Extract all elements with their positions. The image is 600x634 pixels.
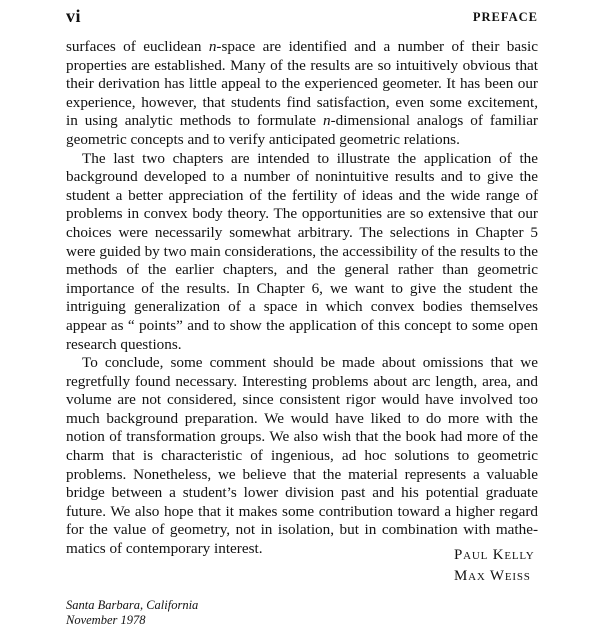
author-signatures (454, 545, 535, 587)
page-header (66, 6, 538, 28)
paragraph-2: The last two chapters are intended to illustrate the application of the background developed to a number of nonintuitive results and to give the student a better appreciation of the fertility of ideas and the wide range of problems in convex body theory. The opportunities are so extensive that our choices were necessarily somewhat arbitrary. The selections in Chapter 5 were guided by two main considerations, the accessibility of the results to the methods of the earlier chapters, and the general rather than geometric importance of the results. In Chapter 6, we want to give the student the intriguing generalization of a space in which convex bodies themselves appear as “ points” and to show the application of this concept to some open research questions. (66, 149, 538, 353)
math-variable: n (208, 38, 217, 55)
math-variable: n (323, 112, 331, 130)
text-segment: -dimensional analogs of familiar geometric concepts and to verify anticipated geometric relations. (66, 112, 538, 148)
preface-body (66, 38, 538, 559)
text-segment: -space are identified and a number of their basic properties are established. Many of the results are so intuitively obvious that their derivation has little appeal to the experienced geometer. It has been our experience, however, that students find satisfaction, even some excitement, in using analytic methods to formulate (66, 38, 538, 130)
paragraph-1 (66, 38, 538, 150)
place-line: Santa Barbara, California (66, 598, 199, 612)
author-name: Paul Kelly (454, 547, 535, 563)
date-line: November 1978 (66, 613, 146, 627)
running-head: PREFACE (472, 10, 538, 24)
page-number: vi (66, 6, 82, 26)
text-segment: surfaces of euclidean (66, 38, 209, 55)
place-and-date (66, 598, 198, 628)
paragraph-3: To conclude, some comment should be made about omissions that we regretfully found necessary. Interesting problems about arc length, area, and volume are not considered, since consistent rigor would have involved too much background preparation. We would have liked to do more with the notion of transformation groups. We also wish that the book had more of the charm that is characteristic of ingenious, ad hoc solutions to geometric problems. Nonetheless, we believe that the material represents a valuable bridge between a student’s lower division past and his potential graduate future. We also hope that it makes some contribution toward a higher regard for the value of geometry, not in isolation, but in combination with mathe-matics of contemporary interest. (66, 354, 538, 558)
author-name: Max Weiss (454, 568, 531, 584)
